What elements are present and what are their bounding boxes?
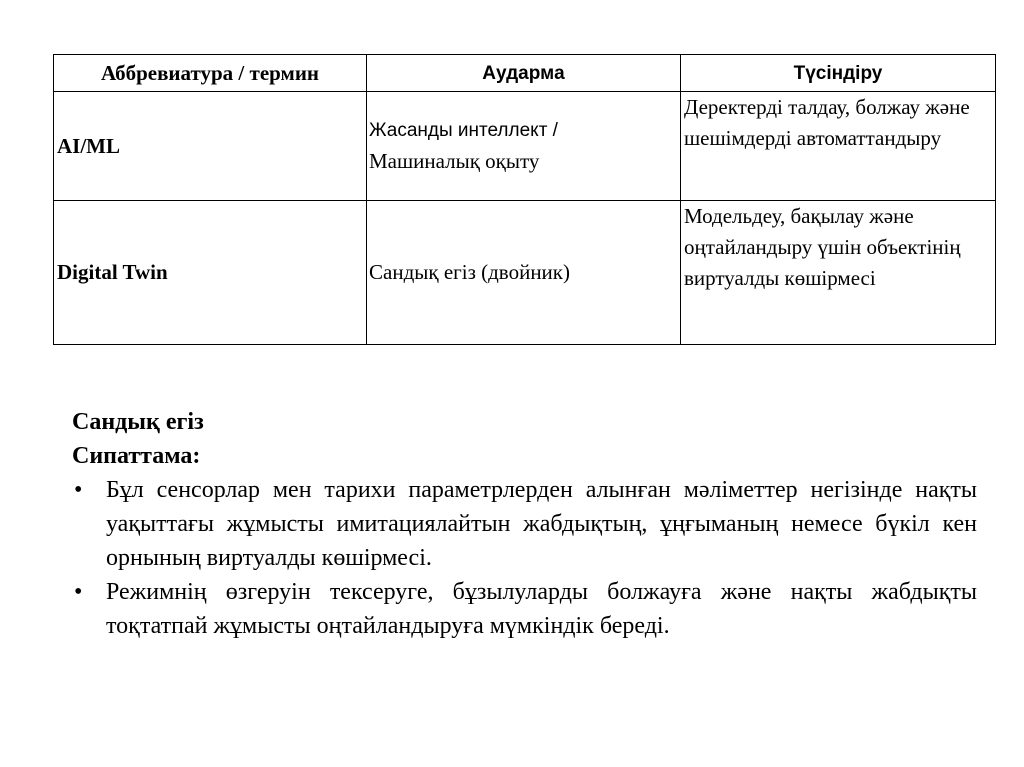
explanation-cell: Модельдеу, бақылау және оңтайландыру үшін объектінің виртуалды көшірмесі <box>681 201 996 345</box>
header-explanation: Түсіндіру <box>681 55 996 92</box>
list-item <box>72 473 977 575</box>
translation-cell <box>367 92 681 201</box>
term-cell: AI/ML <box>54 92 367 201</box>
list-item-text: Бұл сенсорлар мен тарихи параметрлерден алынған мәліметтер негізінде нақты уақыттағы жұмысты имитациялайтын жабдықтың, ұңғыманың немесе бүкіл кен орнының виртуалды көшірмесі. <box>106 477 977 571</box>
terms-table <box>53 54 996 345</box>
section-subheading: Сипаттама: <box>72 443 201 469</box>
header-abbreviation: Аббревиатура / термин <box>54 55 367 92</box>
bullet-icon: • <box>74 579 83 605</box>
translation-line: Машиналық оқыту <box>369 149 540 173</box>
header-translation: Аудармa <box>367 55 681 92</box>
list-item-text: Режимнің өзгеруін тексеруге, бұзылуларды болжауға және нақты жабдықты тоқтатпай жұмысты оңтайландыруға мүмкіндік береді. <box>106 579 977 639</box>
table-row <box>54 201 996 345</box>
description-block <box>72 405 977 643</box>
section-heading: Сандық егіз <box>72 409 204 435</box>
translation-cell: Сандық егіз (двойник) <box>367 201 681 345</box>
table-row <box>54 92 996 201</box>
bullet-icon: • <box>74 477 83 503</box>
list-item <box>72 575 977 643</box>
explanation-cell: Деректерді талдау, болжау және шешімдерді автоматтандыру <box>681 92 996 201</box>
term-cell: Digital Twin <box>54 201 367 345</box>
bullet-list <box>72 473 977 643</box>
table-header-row <box>54 55 996 92</box>
translation-line: Жасанды интеллект / <box>369 120 558 141</box>
